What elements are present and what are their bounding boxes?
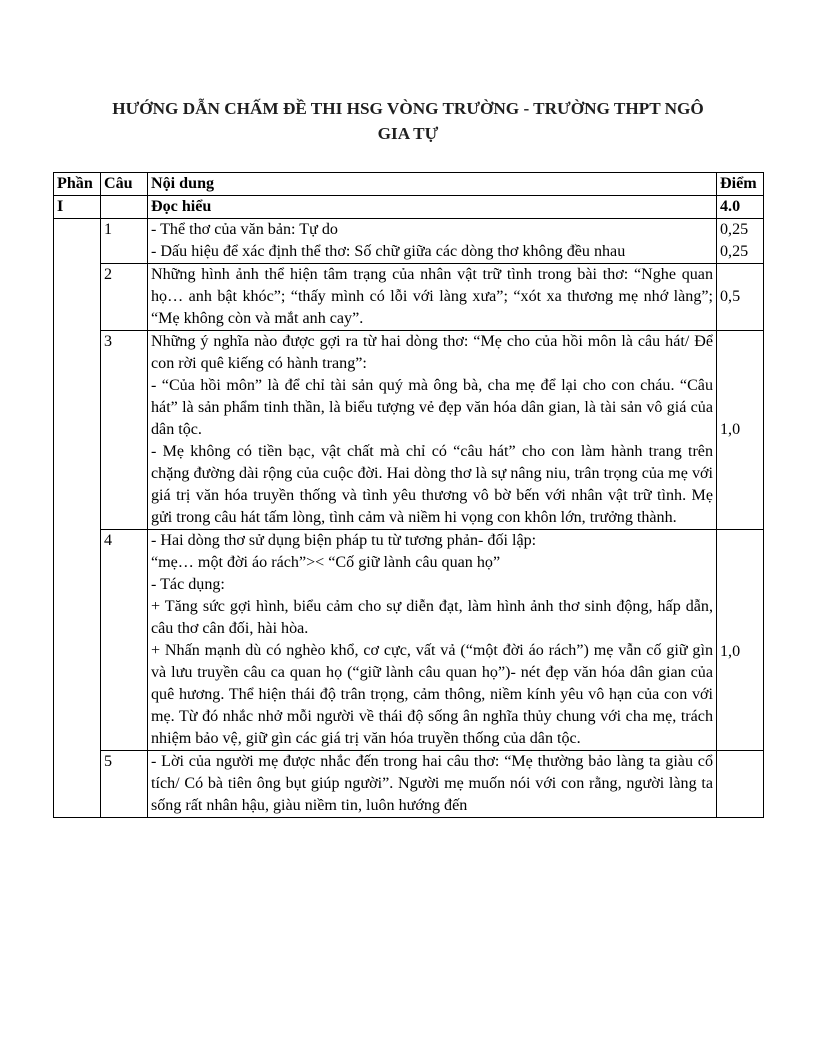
answer-line: + Tăng sức gợi hình, biểu cảm cho sự diễn đạt, làm hình ảnh thơ sinh động, hấp dẫn, câu thơ cân đối, hài hòa. xyxy=(151,598,713,637)
header-question: Câu xyxy=(101,173,148,196)
score-value: 1,0 xyxy=(717,530,764,751)
grading-table xyxy=(53,172,764,818)
answer-line: - Thể thơ của văn bản: Tự do xyxy=(151,221,338,238)
score-value: 0,25 xyxy=(720,221,749,238)
header-score: Điểm xyxy=(717,173,764,196)
score-value: 0,25 xyxy=(720,243,749,260)
question-number: 5 xyxy=(101,751,148,818)
answer-content xyxy=(148,751,717,818)
table-row xyxy=(54,264,764,331)
score-cell xyxy=(717,219,764,264)
answer-line: - Tác dụng: xyxy=(151,576,225,593)
score-value: 0,5 xyxy=(717,264,764,331)
part-cell-empty xyxy=(54,219,101,818)
section-score: 4.0 xyxy=(717,196,764,219)
answer-content xyxy=(148,264,717,331)
answer-content xyxy=(148,331,717,530)
section-question-empty xyxy=(101,196,148,219)
answer-line: - Lời của người mẹ được nhắc đến trong hai câu thơ: “Mẹ thường bảo làng ta giàu cổ tích/ Có bà tiên ông bụt giúp người”. Người mẹ muốn nói với con rằng, người làng ta sống rất nhân hậu, giàu niềm tin, luôn hướng đến xyxy=(151,753,713,814)
table-row xyxy=(54,530,764,751)
section-part: I xyxy=(54,196,101,219)
question-number: 3 xyxy=(101,331,148,530)
answer-line: “mẹ… một đời áo rách”>< “Cố giữ lành câu quan họ” xyxy=(151,554,501,571)
table-row xyxy=(54,751,764,818)
answer-line: Những ý nghĩa nào được gợi ra từ hai dòng thơ: “Mẹ cho của hồi môn là câu hát/ Để con rời quê kiếng có hành trang”: xyxy=(151,333,713,372)
answer-content xyxy=(148,219,717,264)
answer-line: Những hình ảnh thể hiện tâm trạng của nhân vật trữ tình trong bài thơ: “Nghe quan họ… anh bật khóc”; “thấy mình có lỗi với làng xưa”; “xót xa thương mẹ nhớ làng”; “Mẹ không còn và mắt anh cay”. xyxy=(151,266,713,327)
section-title: Đọc hiểu xyxy=(148,196,717,219)
header-part: Phần xyxy=(54,173,101,196)
answer-line: - Mẹ không có tiền bạc, vật chất mà chỉ có “câu hát” cho con làm hành trang trên chặng đường dài rộng của cuộc đời. Hai dòng thơ là sự nâng niu, trân trọng của mẹ với giá trị văn hóa truyền thống và tình yêu thương vô bờ bến với nhân vật trữ tình. Mẹ gửi trong câu hát tấm lòng, tình cảm và niềm hi vọng con khôn lớn, trưởng thành. xyxy=(151,443,713,526)
answer-content xyxy=(148,530,717,751)
question-number: 1 xyxy=(101,219,148,264)
question-number: 2 xyxy=(101,264,148,331)
answer-line: + Nhấn mạnh dù có nghèo khổ, cơ cực, vất vả (“một đời áo rách”) mẹ vẫn cố giữ gìn và lưu truyền câu ca quan họ (“giữ lành câu quan họ”)- nét đẹp văn hóa dân gian của quê hương. Thể hiện thái độ trân trọng, cảm thông, niềm kính yêu vô hạn của con với mẹ. Từ đó nhắc nhở mỗi người về thái độ sống ân nghĩa thủy chung với cha mẹ, trách nhiệm bảo vệ, giữ gìn các giá trị văn hóa truyền thống của dân tộc. xyxy=(151,642,713,747)
score-value: 1,0 xyxy=(717,331,764,530)
title-line-2: GIA TỰ xyxy=(377,124,439,143)
table-row xyxy=(54,219,764,264)
section-row xyxy=(54,196,764,219)
table-row xyxy=(54,331,764,530)
title-line-1: HƯỚNG DẪN CHẤM ĐỀ THI HSG VÒNG TRƯỜNG - TRƯỜNG THPT NGÔ xyxy=(112,99,704,118)
question-number: 4 xyxy=(101,530,148,751)
score-value xyxy=(717,751,764,818)
answer-line: - Hai dòng thơ sử dụng biện pháp tu từ tương phản- đối lập: xyxy=(151,532,537,549)
answer-line: - Dấu hiệu để xác định thể thơ: Số chữ giữa các dòng thơ không đều nhau xyxy=(151,243,626,260)
table-header-row xyxy=(54,173,764,196)
header-content: Nội dung xyxy=(148,173,717,196)
document-title xyxy=(90,96,726,146)
answer-line: - “Của hồi môn” là để chỉ tài sản quý mà ông bà, cha mẹ để lại cho con cháu. “Câu hát” là sản phẩm tinh thần, là biểu tượng vẻ đẹp văn hóa dân gian, là tài sản vô giá của dân tộc. xyxy=(151,377,713,438)
